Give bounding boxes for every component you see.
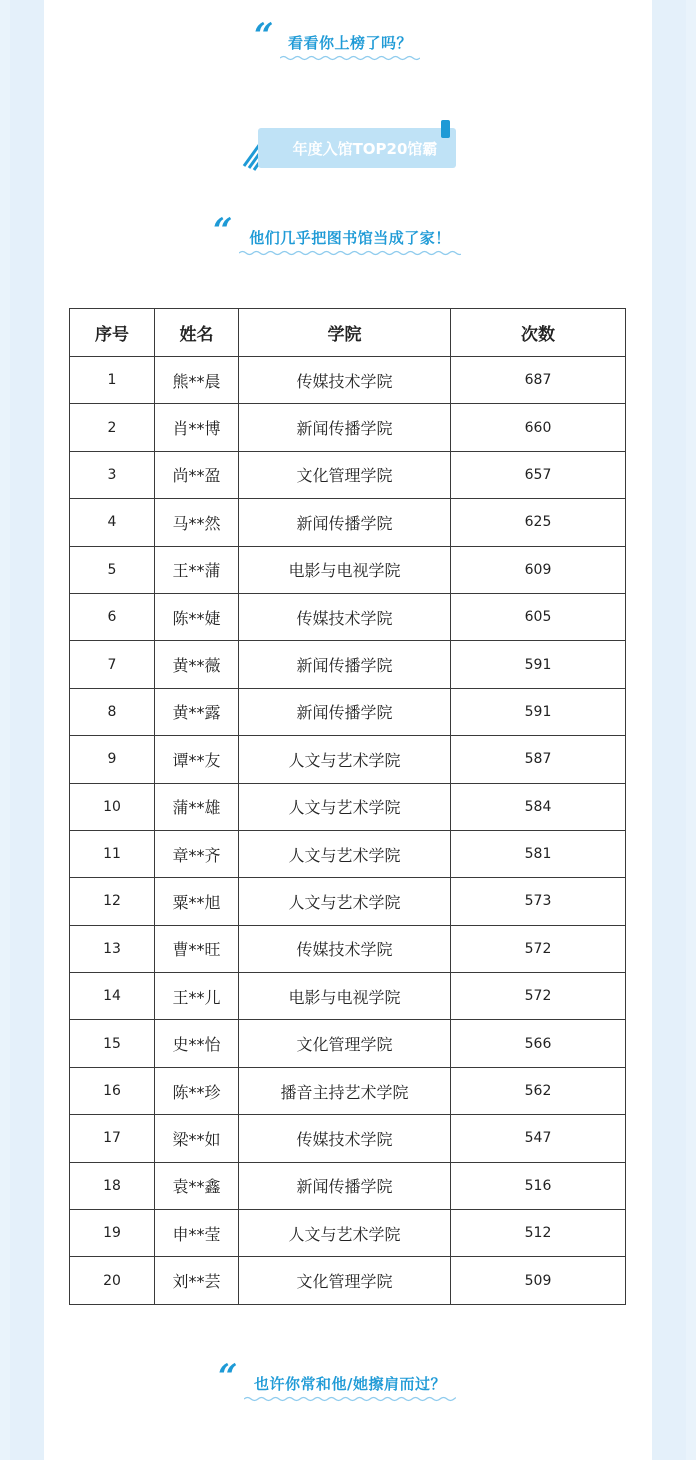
header-count: 次数 xyxy=(451,309,626,357)
cell-college: 人文与艺术学院 xyxy=(239,783,451,830)
cell-name: 梁**如 xyxy=(155,1115,239,1162)
caption-top xyxy=(0,16,696,73)
cell-rank: 4 xyxy=(70,499,155,546)
cell-rank: 15 xyxy=(70,1020,155,1067)
quote-mark-icon: “ xyxy=(254,16,274,56)
section-badge xyxy=(240,120,460,170)
cell-rank: 7 xyxy=(70,641,155,688)
cell-college: 文化管理学院 xyxy=(239,1020,451,1067)
cell-name: 史**怡 xyxy=(155,1020,239,1067)
cell-rank: 9 xyxy=(70,736,155,783)
table-row xyxy=(70,641,626,688)
table-row xyxy=(70,1020,626,1067)
cell-college: 播音主持艺术学院 xyxy=(239,1067,451,1114)
caption-bottom-text: 也许你常和他/她擦肩而过？ xyxy=(254,1375,446,1393)
cell-count: 584 xyxy=(451,783,626,830)
cell-name: 申**莹 xyxy=(155,1210,239,1257)
table-row xyxy=(70,1115,626,1162)
table-row xyxy=(70,973,626,1020)
cell-count: 657 xyxy=(451,451,626,498)
cell-rank: 20 xyxy=(70,1257,155,1304)
cell-rank: 2 xyxy=(70,404,155,451)
cell-college: 新闻传播学院 xyxy=(239,404,451,451)
cell-rank: 10 xyxy=(70,783,155,830)
cell-rank: 16 xyxy=(70,1067,155,1114)
cell-name: 章**齐 xyxy=(155,830,239,877)
cell-rank: 3 xyxy=(70,451,155,498)
cell-college: 文化管理学院 xyxy=(239,451,451,498)
cell-count: 509 xyxy=(451,1257,626,1304)
cell-rank: 14 xyxy=(70,973,155,1020)
table-row xyxy=(70,925,626,972)
cell-count: 547 xyxy=(451,1115,626,1162)
badge-label: 年度入馆TOP20馆霸 xyxy=(292,140,438,158)
cell-rank: 6 xyxy=(70,593,155,640)
table-row xyxy=(70,357,626,404)
cell-name: 粟**旭 xyxy=(155,878,239,925)
cell-name: 黄**薇 xyxy=(155,641,239,688)
cell-college: 新闻传播学院 xyxy=(239,499,451,546)
cell-count: 573 xyxy=(451,878,626,925)
quote-mark-icon: “ xyxy=(218,1357,238,1397)
cell-count: 687 xyxy=(451,357,626,404)
table-row xyxy=(70,593,626,640)
table-row xyxy=(70,688,626,735)
cell-college: 传媒技术学院 xyxy=(239,1115,451,1162)
cell-rank: 5 xyxy=(70,546,155,593)
cell-college: 人文与艺术学院 xyxy=(239,830,451,877)
table-row xyxy=(70,404,626,451)
cell-count: 566 xyxy=(451,1020,626,1067)
cell-rank: 18 xyxy=(70,1162,155,1209)
cell-rank: 17 xyxy=(70,1115,155,1162)
cell-college: 新闻传播学院 xyxy=(239,688,451,735)
cell-college: 文化管理学院 xyxy=(239,1257,451,1304)
cell-college: 新闻传播学院 xyxy=(239,1162,451,1209)
wave-underline-icon xyxy=(280,55,420,61)
cell-count: 587 xyxy=(451,736,626,783)
cell-name: 刘**芸 xyxy=(155,1257,239,1304)
caption-middle-text: 他们几乎把图书馆当成了家！ xyxy=(249,229,451,247)
cell-count: 660 xyxy=(451,404,626,451)
table-row xyxy=(70,878,626,925)
quote-mark-icon: “ xyxy=(213,211,233,251)
cell-count: 609 xyxy=(451,546,626,593)
table-row xyxy=(70,499,626,546)
header-rank: 序号 xyxy=(70,309,155,357)
cell-name: 谭**友 xyxy=(155,736,239,783)
cell-name: 陈**婕 xyxy=(155,593,239,640)
badge-tab-icon xyxy=(441,120,450,138)
table-row xyxy=(70,1067,626,1114)
cell-name: 黄**露 xyxy=(155,688,239,735)
cell-count: 512 xyxy=(451,1210,626,1257)
table-row xyxy=(70,1162,626,1209)
table-body xyxy=(70,357,626,1305)
cell-college: 人文与艺术学院 xyxy=(239,1210,451,1257)
cell-name: 袁**鑫 xyxy=(155,1162,239,1209)
cell-name: 王**儿 xyxy=(155,973,239,1020)
table-row xyxy=(70,830,626,877)
cell-count: 591 xyxy=(451,688,626,735)
cell-count: 625 xyxy=(451,499,626,546)
cell-college: 传媒技术学院 xyxy=(239,593,451,640)
caption-middle xyxy=(0,211,696,268)
cell-rank: 13 xyxy=(70,925,155,972)
cell-college: 人文与艺术学院 xyxy=(239,878,451,925)
cell-college: 传媒技术学院 xyxy=(239,357,451,404)
cell-college: 电影与电视学院 xyxy=(239,973,451,1020)
wave-underline-icon xyxy=(244,1396,456,1402)
header-name: 姓名 xyxy=(155,309,239,357)
cell-rank: 19 xyxy=(70,1210,155,1257)
caption-bottom xyxy=(0,1357,696,1414)
cell-count: 605 xyxy=(451,593,626,640)
table-row xyxy=(70,451,626,498)
header-college: 学院 xyxy=(239,309,451,357)
table-row xyxy=(70,1257,626,1304)
cell-college: 人文与艺术学院 xyxy=(239,736,451,783)
cell-college: 电影与电视学院 xyxy=(239,546,451,593)
table-row xyxy=(70,546,626,593)
wave-underline-icon xyxy=(239,250,461,256)
cell-count: 581 xyxy=(451,830,626,877)
cell-name: 肖**博 xyxy=(155,404,239,451)
cell-name: 熊**晨 xyxy=(155,357,239,404)
cell-rank: 1 xyxy=(70,357,155,404)
table-row xyxy=(70,1210,626,1257)
cell-college: 新闻传播学院 xyxy=(239,641,451,688)
cell-rank: 12 xyxy=(70,878,155,925)
right-margin-texture xyxy=(652,0,686,1460)
cell-name: 马**然 xyxy=(155,499,239,546)
cell-rank: 8 xyxy=(70,688,155,735)
cell-count: 572 xyxy=(451,973,626,1020)
cell-rank: 11 xyxy=(70,830,155,877)
table-header-row xyxy=(70,309,626,357)
table-row xyxy=(70,783,626,830)
ranking-table xyxy=(69,308,626,1305)
cell-count: 572 xyxy=(451,925,626,972)
cell-college: 传媒技术学院 xyxy=(239,925,451,972)
caption-top-text: 看看你上榜了吗？ xyxy=(287,34,412,52)
cell-count: 516 xyxy=(451,1162,626,1209)
cell-count: 562 xyxy=(451,1067,626,1114)
table-row xyxy=(70,736,626,783)
cell-count: 591 xyxy=(451,641,626,688)
cell-name: 蒲**雄 xyxy=(155,783,239,830)
left-margin-texture xyxy=(10,0,44,1460)
cell-name: 陈**珍 xyxy=(155,1067,239,1114)
cell-name: 王**蒲 xyxy=(155,546,239,593)
cell-name: 尚**盈 xyxy=(155,451,239,498)
cell-name: 曹**旺 xyxy=(155,925,239,972)
